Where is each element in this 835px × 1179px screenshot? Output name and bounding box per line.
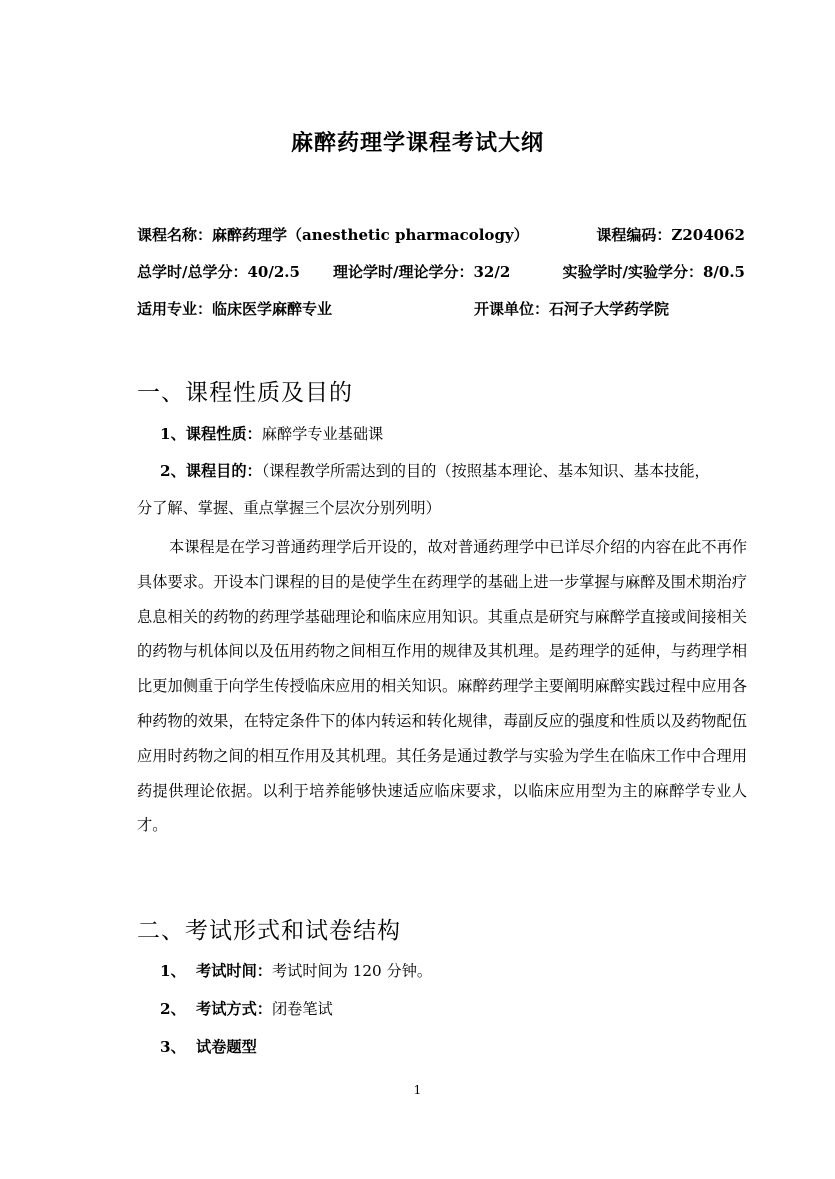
nature-value: 麻醉学专业基础课 bbox=[261, 425, 384, 443]
item-number: 1、 bbox=[160, 962, 186, 980]
list-item bbox=[160, 1036, 257, 1057]
item-number: 2、 bbox=[160, 1000, 186, 1018]
item-number: 3、 bbox=[160, 1038, 186, 1056]
page-title: 麻醉药理学课程考试大纲 bbox=[290, 130, 544, 156]
course-nature bbox=[160, 423, 383, 444]
unit-value: 石河子大学药学院 bbox=[549, 300, 670, 318]
nature-label: 1、课程性质： bbox=[160, 425, 262, 443]
applicable-major bbox=[137, 298, 332, 319]
lab-hours: 实验学时/实验学分：8/0.5 bbox=[562, 263, 745, 281]
purpose-value-line2: 分了解、掌握、重点掌握三个层次分别列明） bbox=[137, 499, 441, 517]
major-value: 临床医学麻醉专业 bbox=[212, 300, 333, 318]
course-name-value: 麻醉药理学（anesthetic pharmacology） bbox=[212, 226, 529, 244]
offering-unit bbox=[474, 298, 669, 319]
course-purpose bbox=[160, 460, 710, 481]
section1-heading: 一、课程性质及目的 bbox=[137, 380, 353, 406]
item-label: 试卷题型 bbox=[196, 1038, 257, 1056]
total-hours: 总学时/总学分：40/2.5 bbox=[137, 263, 300, 281]
course-name bbox=[137, 224, 529, 245]
course-description-paragraph: 本课程是在学习普通药理学后开设的，故对普通药理学中已详尽介绍的内容在此不再作具体要求。开设本门课程的目的是使学生在药理学的基础上进一步掌握与麻醉及围术期治疗息息相关的药物的药理学基础理论和临床应用知识。其重点是研究与麻醉学直接或间接相关的药物与机体间以及伍用药物之间相互作用的规律及其机理。是药理学的延伸，与药理学相比更加侧重于向学生传授临床应用的相关知识。麻醉药理学主要阐明麻醉实践过程中应用各种药物的效果，在特定条件下的体内转运和转化规律，毒副反应的强度和性质以及药物配伍应用时药物之间的相互作用及其机理。其任务是通过教学与实验为学生在临床工作中合理用药提供理论依据。以利于培养能够快速适应临床要求，以临床应用型为主的麻醉学专业人才。 bbox=[137, 538, 747, 835]
course-code-value: Z204062 bbox=[671, 226, 745, 244]
purpose-label: 2、课程目的： bbox=[160, 462, 262, 480]
course-code bbox=[596, 224, 745, 245]
major-label: 适用专业： bbox=[137, 300, 213, 318]
item-value: 闭卷笔试 bbox=[271, 1000, 333, 1018]
course-name-label: 课程名称： bbox=[137, 226, 213, 244]
item-label: 考试方式： bbox=[196, 1000, 272, 1018]
item-value: 考试时间为 120 分钟。 bbox=[271, 962, 433, 980]
theory-hours: 理论学时/理论学分：32/2 bbox=[333, 263, 511, 281]
list-item bbox=[160, 960, 432, 981]
unit-label: 开课单位： bbox=[474, 300, 550, 318]
item-label: 考试时间： bbox=[196, 962, 272, 980]
page-number: 1 bbox=[413, 1083, 422, 1097]
list-item bbox=[160, 998, 333, 1019]
course-code-label: 课程编码： bbox=[596, 226, 672, 244]
section2-heading: 二、考试形式和试卷结构 bbox=[137, 918, 401, 944]
purpose-value-line1: （课程教学所需达到的目的（按照基本理论、基本知识、基本技能， bbox=[261, 462, 710, 480]
